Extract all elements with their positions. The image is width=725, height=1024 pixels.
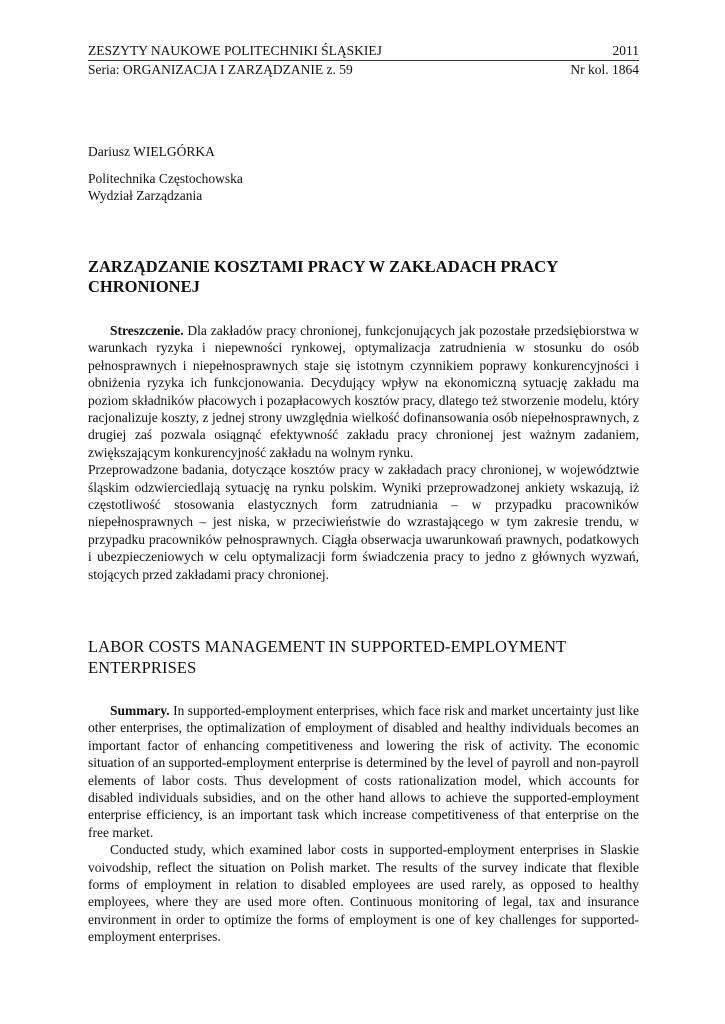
author-affiliation: [88, 170, 243, 204]
abstract-english-paragraph-1: [88, 702, 639, 841]
running-header-bottom: [88, 61, 639, 78]
journal-name: ZESZYTY NAUKOWE POLITECHNIKI ŚLĄSKIEJ: [88, 43, 382, 58]
abstract-english-paragraph-2: Conducted study, which examined labor costs in supported-employment enterprises in Slaskie voivodship, reflect the situation on Polish market. The results of the survey indicate that flexible forms of employment in relation to disabled employees are used rarely, as opposed to healthy employees, where they are used more often. Continuous monitoring of legal, tax and insurance environment in order to optimize the forms of employment is one of key challenges for supported-employment enterprises.: [88, 842, 639, 945]
abstract-english-text-1: In supported-employment enterprises, which face risk and market uncertainty just like other enterprises, the optimalization of employment of disabled and healthy individuals becomes an important factor of enhancing competitiveness and lowering the risk of activity. The economic situation of an supported-employment enterprise is determined by the level of payroll and non-payroll elements of labor costs. Thus development of costs rationalization model, which accounts for disabled individuals subsidies, and on the other hand allows to achieve the supported-employment enterprise efficiency, is an important task which increase competitiveness of that enterprise on the free market.: [88, 703, 639, 840]
abstract-english: [88, 702, 639, 946]
abstract-polish-label: Streszczenie.: [110, 323, 184, 338]
affiliation-faculty: Wydział Zarządzania: [88, 188, 203, 203]
abstract-polish-paragraph-2: Przeprowadzone badania, dotyczące kosztów pracy w zakładach pracy chronionej, w województwie śląskim odzwierciedlają sytuację na rynku polskim. Wyniki przeprowadzonej ankiety wskazują, iż częstotliwość stosowania elastycznych form zatrudniania – w przypadku pracowników niepełnosprawnych – jest niska, w przeciwieństwie do wzrastającego w tym zakresie trendu, w przypadku pracowników pełnosprawnych. Ciągła obserwacja uwarunkowań prawnych, podatkowych i ubezpieczeniowych w celu optymalizacji form świadczenia pracy to jedno z głównych wyzwań, stojących przed zakładami pracy chronionej.: [88, 462, 639, 582]
author-name: Dariusz WIELGÓRKA: [88, 144, 215, 159]
running-header-top: [88, 42, 639, 59]
abstract-polish: [88, 322, 639, 583]
paper-title-english: LABOR COSTS MANAGEMENT IN SUPPORTED-EMPLOYMENT ENTERPRISES: [88, 637, 566, 677]
journal-year: 2011: [612, 43, 639, 58]
abstract-polish-text-1: Dla zakładów pracy chronionej, funkcjonujących jak pozostałe przedsiębiorstwa w warunkach ryzyka i niepewności rynkowej, optymalizacja zatrudnienia w stosunku do osób pełnosprawnych i niepełnosprawnych staje się istotnym czynnikiem poprawy konkurencyjności i obniżenia ryzyka ich funkcjonowania. Decydujący wpływ na ekonomiczną sytuację zakładu ma poziom składników płacowych i pozapłacowych kosztów pracy, dlatego też stworzenie modelu, który racjonalizuje koszty, z jednej strony uwzględnia wielkość dofinansowania osób niepełnosprawnych, z drugiej zaś pozwala osiągnąć efektywność zakładu pracy chronionej jest ważnym zadaniem, zwiększającym konkurencyjność zakładu na wolnym rynku.: [88, 323, 639, 460]
series-info: Seria: ORGANIZACJA I ZARZĄDZANIE z. 59: [88, 62, 353, 77]
affiliation-university: Politechnika Częstochowska: [88, 171, 243, 186]
paper-title-polish: ZARZĄDZANIE KOSZTAMI PRACY W ZAKŁADACH PRACY CHRONIONEJ: [88, 257, 558, 296]
abstract-english-label: Summary.: [110, 703, 170, 718]
abstract-polish-paragraph-1: [88, 322, 639, 461]
issue-number: Nr kol. 1864: [570, 62, 639, 77]
